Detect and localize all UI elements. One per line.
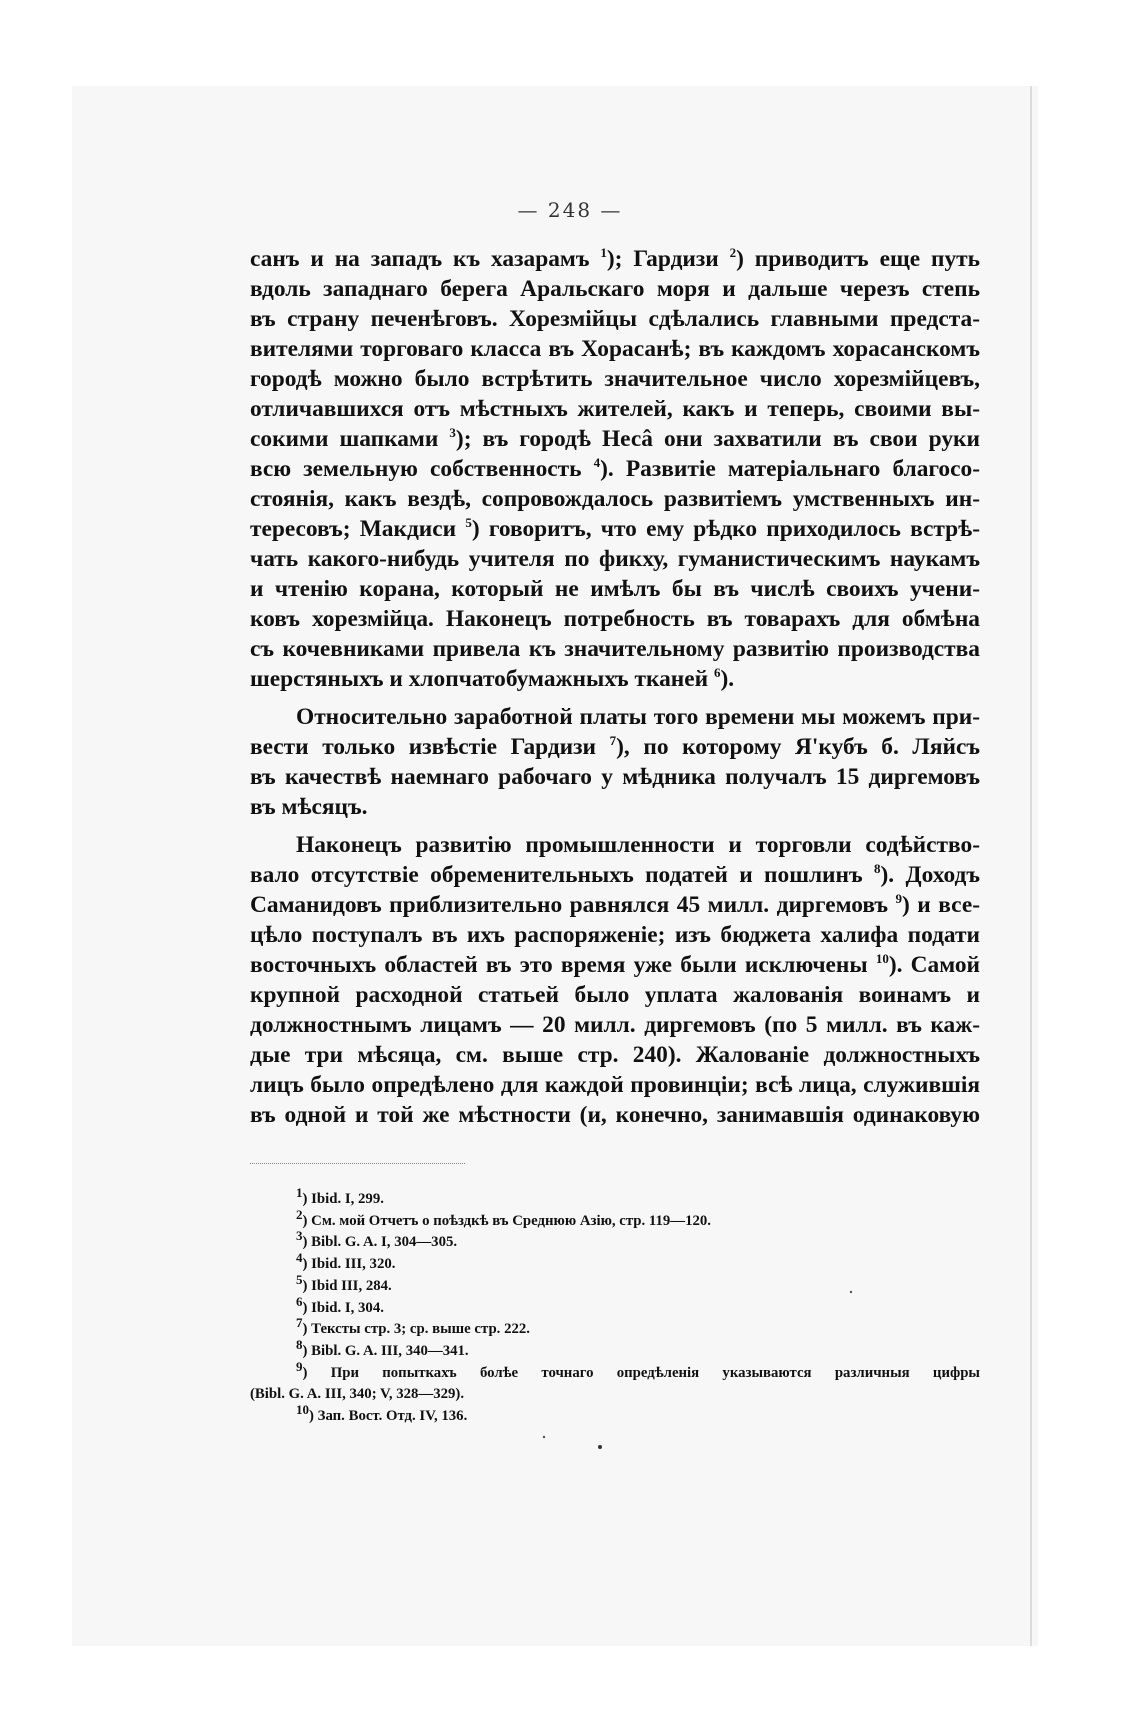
footnote-mark-paren: ) [302, 1191, 312, 1207]
text-line-content: ) и все- [902, 892, 980, 918]
footnote-mark-paren: ) [302, 1364, 331, 1381]
footnote-reference: 2 [729, 245, 737, 261]
footnote-mark-paren: ) [309, 1408, 318, 1425]
text-line-content: ), по которому Я'кубъ б. Ляйсъ [616, 734, 980, 760]
footnote-mark: 7 [296, 1315, 303, 1331]
footnote-reference: 3 [449, 425, 456, 441]
footnote-reference: 1 [600, 245, 607, 261]
footnote-reference: 5 [465, 515, 472, 531]
footnote-text: См. мой Отчетъ о поѣздкѣ въ Среднюю Азію, стр. 119—120. [311, 1212, 711, 1229]
footnote-text: Ibid. I, 304. [311, 1299, 384, 1316]
footnote-text: Зап. Вост. Отд. IV, 136. [317, 1408, 468, 1425]
footnote-mark: 9 [296, 1358, 303, 1374]
text-line-content: ); въ городѣ Несâ они захватили въ свои руки [455, 426, 980, 452]
footnote-mark-paren: ) [302, 1277, 312, 1294]
text-line-content: сокими шапками [250, 426, 450, 452]
text-line-content: ). [720, 666, 735, 692]
text-line-content: санъ и на западъ къ хазарамъ [250, 246, 601, 272]
text-line-content: вдоль западнаго берега Аральскаго моря и дальше черезъ степь [250, 276, 980, 302]
footnote-mark-paren: ) [302, 1342, 312, 1359]
text-line-content: ) приводитъ еще путь [736, 246, 980, 272]
footnote-reference: 8 [874, 861, 881, 877]
text-line-content: городѣ можно было встрѣтить значительное число хорезмійцевъ, [250, 366, 980, 392]
footnote-mark-paren: ) [302, 1321, 312, 1338]
footnote-mark-paren: ) [302, 1234, 312, 1251]
text-line-content: шерстяныхъ и хлопчатобумажныхъ тканей [250, 666, 714, 692]
text-line-content: тересовъ; Макдиси [250, 516, 466, 542]
text-line-content: отличавшихся отъ мѣстныхъ жителей, какъ и теперь, своими вы- [250, 396, 980, 422]
footnote-reference: 7 [609, 733, 617, 749]
text-line-content: и чтенію корана, который не имѣлъ бы въ числѣ своихъ учени- [250, 576, 980, 602]
text-line-content: Наконецъ развитію промышленности и торговли содѣйство- [296, 832, 980, 858]
footnote-mark-paren: ) [302, 1212, 312, 1229]
page-number: — 248 — [517, 198, 623, 222]
footnote-mark: 10 [296, 1402, 309, 1418]
text-line-content: крупной расходной статьей было уплата жалованія воинамъ и [250, 982, 980, 1008]
footnote-text: Ibid III, 284. [311, 1277, 392, 1294]
text-line-content: всю земельную собственность [250, 456, 594, 482]
text-line-content: восточныхъ областей въ это время уже были исключены [250, 952, 876, 978]
text-line-content: Относительно заработной платы того времени мы можемъ при- [296, 704, 980, 730]
footnote-mark: 6 [296, 1293, 303, 1309]
text-line-content: вало отсутствіе обременительныхъ податей и пошлинъ [250, 862, 875, 888]
text-line-content: должностнымъ лицамъ — 20 милл. диргемовъ (по 5 милл. въ каж- [250, 1012, 980, 1038]
text-line-content: въ одной и той же мѣстности (и, конечно, занимавшія одинаковую [250, 1102, 980, 1128]
footnote-text: Bibl. G. A. I, 304—305. [311, 1234, 458, 1251]
footnote-mark-paren: ) [302, 1299, 312, 1316]
text-line-content: вителями торговаго класса въ Хорасанѣ; въ каждомъ хорасанскомъ [250, 336, 980, 362]
footnote-text: Ibid. III, 320. [311, 1256, 396, 1273]
footnote-text: Ibid. I, 299. [311, 1191, 384, 1207]
text-line-content: чать какого-нибудь учителя по фикху, гуманистическимъ наукамъ [250, 546, 980, 572]
footnote-text: Bibl. G. A. III, 340—341. [311, 1342, 469, 1359]
text-line-content: ) говоритъ, что ему рѣдко приходилось встрѣ- [471, 516, 980, 542]
footnote-text: При попыткахъ болѣе точнаго опредѣленія указываются различныя цифры [330, 1364, 980, 1381]
text-line-content: ); Гардизи [606, 246, 730, 272]
footnote-mark: 1 [296, 1185, 303, 1201]
text-line-content: лицъ было опредѣлено для каждой провинціи; всѣ лица, служившія [250, 1072, 980, 1098]
text-line-content: вести только извѣстіе Гардизи [250, 734, 610, 760]
text-line-content: въ мѣсяцъ. [250, 794, 368, 820]
text-line-content: въ качествѣ наемнаго рабочаго у мѣдника получалъ 15 диргемовъ [250, 764, 980, 790]
footnote-reference: 10 [875, 951, 889, 967]
text-line-content: ковъ хорезмійца. Наконецъ потребность въ товарахъ для обмѣна [250, 606, 980, 632]
footnote-mark: 2 [296, 1206, 303, 1222]
text-line-content: дые три мѣсяца, см. выше стр. 240). Жалованіе должностныхъ [250, 1042, 980, 1068]
footnote-continuation: (Bibl. G. A. III, 340; V, 328—329). [250, 1386, 465, 1403]
text-line-content: Саманидовъ приблизительно равнялся 45 милл. диргемовъ [250, 892, 896, 918]
text-line-content: въ страну печенѣговъ. Хорезмійцы сдѣлались главными предста- [250, 306, 980, 332]
text-line-content: съ кочевниками привела къ значительному развитію производства [250, 636, 980, 662]
text-line-content: цѣло поступалъ въ ихъ распоряженіе; изъ бюджета халифа подати [250, 922, 980, 948]
footnote-reference: 4 [593, 455, 601, 471]
footnote-mark: 5 [296, 1271, 303, 1287]
text-line-content: стоянія, какъ вездѣ, сопровождалось развитіемъ умственныхъ ин- [250, 486, 980, 512]
footnote-mark: 4 [296, 1250, 303, 1266]
footnote-text: Тексты стр. 3; ср. выше стр. 222. [311, 1321, 530, 1338]
footnote-reference: 9 [895, 891, 903, 907]
text-line-content: ). Доходъ [880, 862, 980, 888]
text-line-content: ). Самой [888, 952, 981, 978]
footnote-mark-paren: ) [302, 1256, 312, 1273]
footnote-mark: 3 [296, 1228, 303, 1244]
footnote-reference: 6 [714, 665, 721, 681]
footnote-mark: 8 [296, 1337, 303, 1352]
text-line-content: ). Развитіе матеріальнаго благосо- [600, 456, 980, 482]
